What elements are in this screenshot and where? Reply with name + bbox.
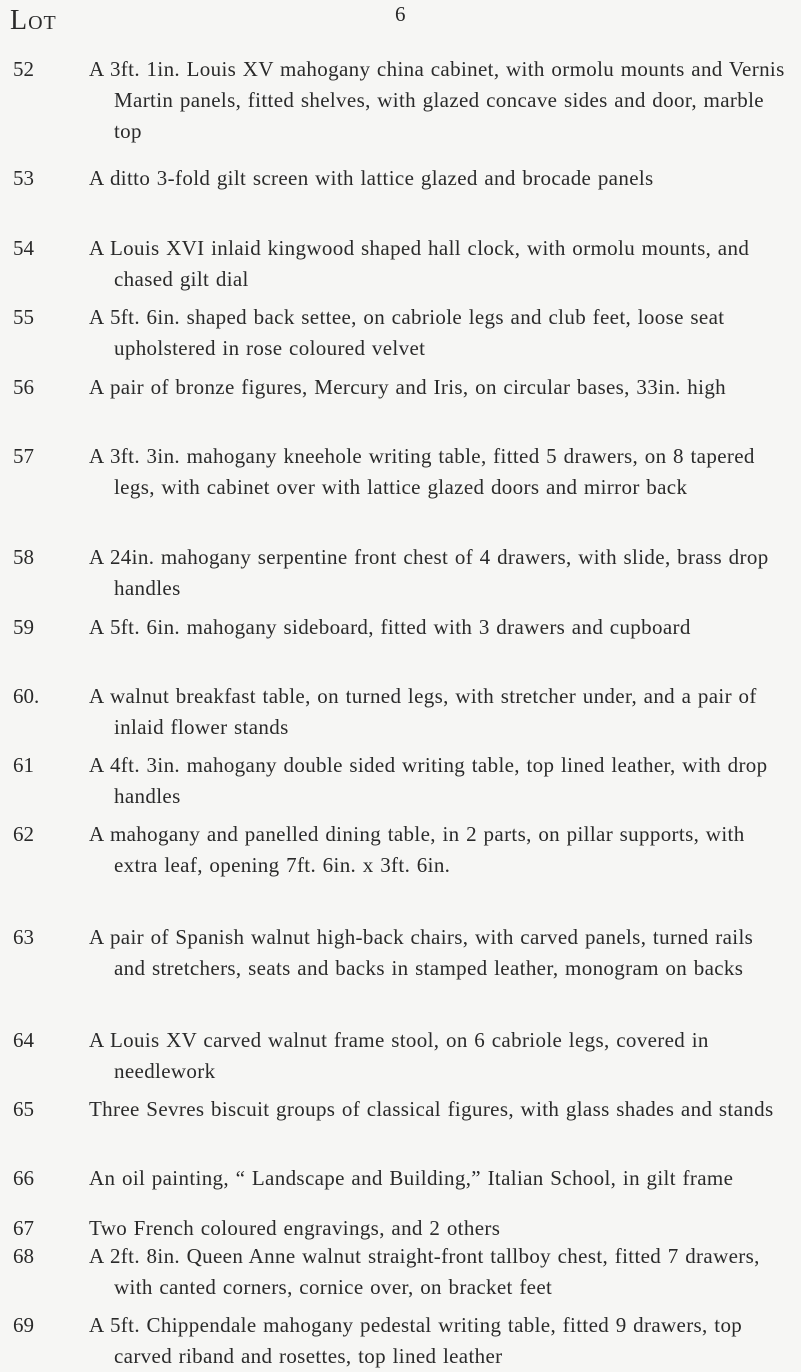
lot-number: 57 bbox=[13, 444, 34, 468]
lot-number: 66 bbox=[13, 1166, 34, 1190]
lot-description: A Louis XV carved walnut frame stool, on 6 cabriole legs, covered in needlework bbox=[89, 1028, 709, 1083]
lot-description: A pair of bronze figures, Mercury and Iris, on circular bases, 33in. high bbox=[89, 375, 727, 399]
lot-description: A pair of Spanish walnut high-back chairs, with carved panels, turned rails and stretchers, seats and backs in stamped leather, monogram on backs bbox=[89, 925, 754, 980]
lot-number: 65 bbox=[13, 1097, 34, 1121]
lot-number: 68 bbox=[13, 1244, 34, 1268]
lot-description: A 4ft. 3in. mahogany double sided writing table, top lined leather, with drop handles bbox=[89, 753, 768, 808]
page-number: 6 bbox=[395, 2, 406, 26]
lot-description: A 2ft. 8in. Queen Anne walnut straight-front tallboy chest, fitted 7 drawers, with canted corners, cornice over, on bracket feet bbox=[89, 1244, 760, 1299]
lot-number: 63 bbox=[13, 925, 34, 949]
lot-column-heading: Lot bbox=[10, 5, 57, 36]
lot-number: 54 bbox=[13, 236, 34, 260]
lot-number: 69 bbox=[13, 1313, 34, 1337]
lot-description: A 3ft. 3in. mahogany kneehole writing table, fitted 5 drawers, on 8 tapered legs, with cabinet over with lattice glazed doors and mirror back bbox=[89, 444, 755, 499]
lot-description: A 5ft. Chippendale mahogany pedestal writing table, fitted 9 drawers, top carved riband and rosettes, top lined leather bbox=[89, 1313, 743, 1368]
lot-description: A Louis XVI inlaid kingwood shaped hall clock, with ormolu mounts, and chased gilt dial bbox=[89, 236, 750, 291]
lot-description: A 5ft. 6in. shaped back settee, on cabriole legs and club feet, loose seat upholstered in rose coloured velvet bbox=[89, 305, 725, 360]
lot-number: 60. bbox=[13, 684, 40, 708]
lot-number: 61 bbox=[13, 753, 34, 777]
lot-description: Two French coloured engravings, and 2 others bbox=[89, 1216, 501, 1240]
lot-description: A 24in. mahogany serpentine front chest of 4 drawers, with slide, brass drop handles bbox=[89, 545, 769, 600]
lot-description: A mahogany and panelled dining table, in 2 parts, on pillar supports, with extra leaf, opening 7ft. 6in. x 3ft. 6in. bbox=[89, 822, 745, 877]
lot-description: A ditto 3-fold gilt screen with lattice glazed and brocade panels bbox=[89, 166, 654, 190]
lot-number: 62 bbox=[13, 822, 34, 846]
lot-description: A 3ft. 1in. Louis XV mahogany china cabinet, with ormolu mounts and Vernis Martin panels, fitted shelves, with glazed concave sides and door, marble top bbox=[89, 57, 785, 143]
lot-number: 59 bbox=[13, 615, 34, 639]
lot-description: A 5ft. 6in. mahogany sideboard, fitted with 3 drawers and cupboard bbox=[89, 615, 691, 639]
lot-number: 67 bbox=[13, 1216, 34, 1240]
lot-number: 64 bbox=[13, 1028, 34, 1052]
lot-description: Three Sevres biscuit groups of classical figures, with glass shades and stands bbox=[89, 1097, 774, 1121]
lot-number: 55 bbox=[13, 305, 34, 329]
lot-number: 56 bbox=[13, 375, 34, 399]
lot-number: 53 bbox=[13, 166, 34, 190]
lot-number: 58 bbox=[13, 545, 34, 569]
lot-number: 52 bbox=[13, 57, 34, 81]
lot-description: An oil painting, “ Landscape and Building,” Italian School, in gilt frame bbox=[89, 1166, 734, 1190]
lot-description: A walnut breakfast table, on turned legs, with stretcher under, and a pair of inlaid flower stands bbox=[89, 684, 757, 739]
